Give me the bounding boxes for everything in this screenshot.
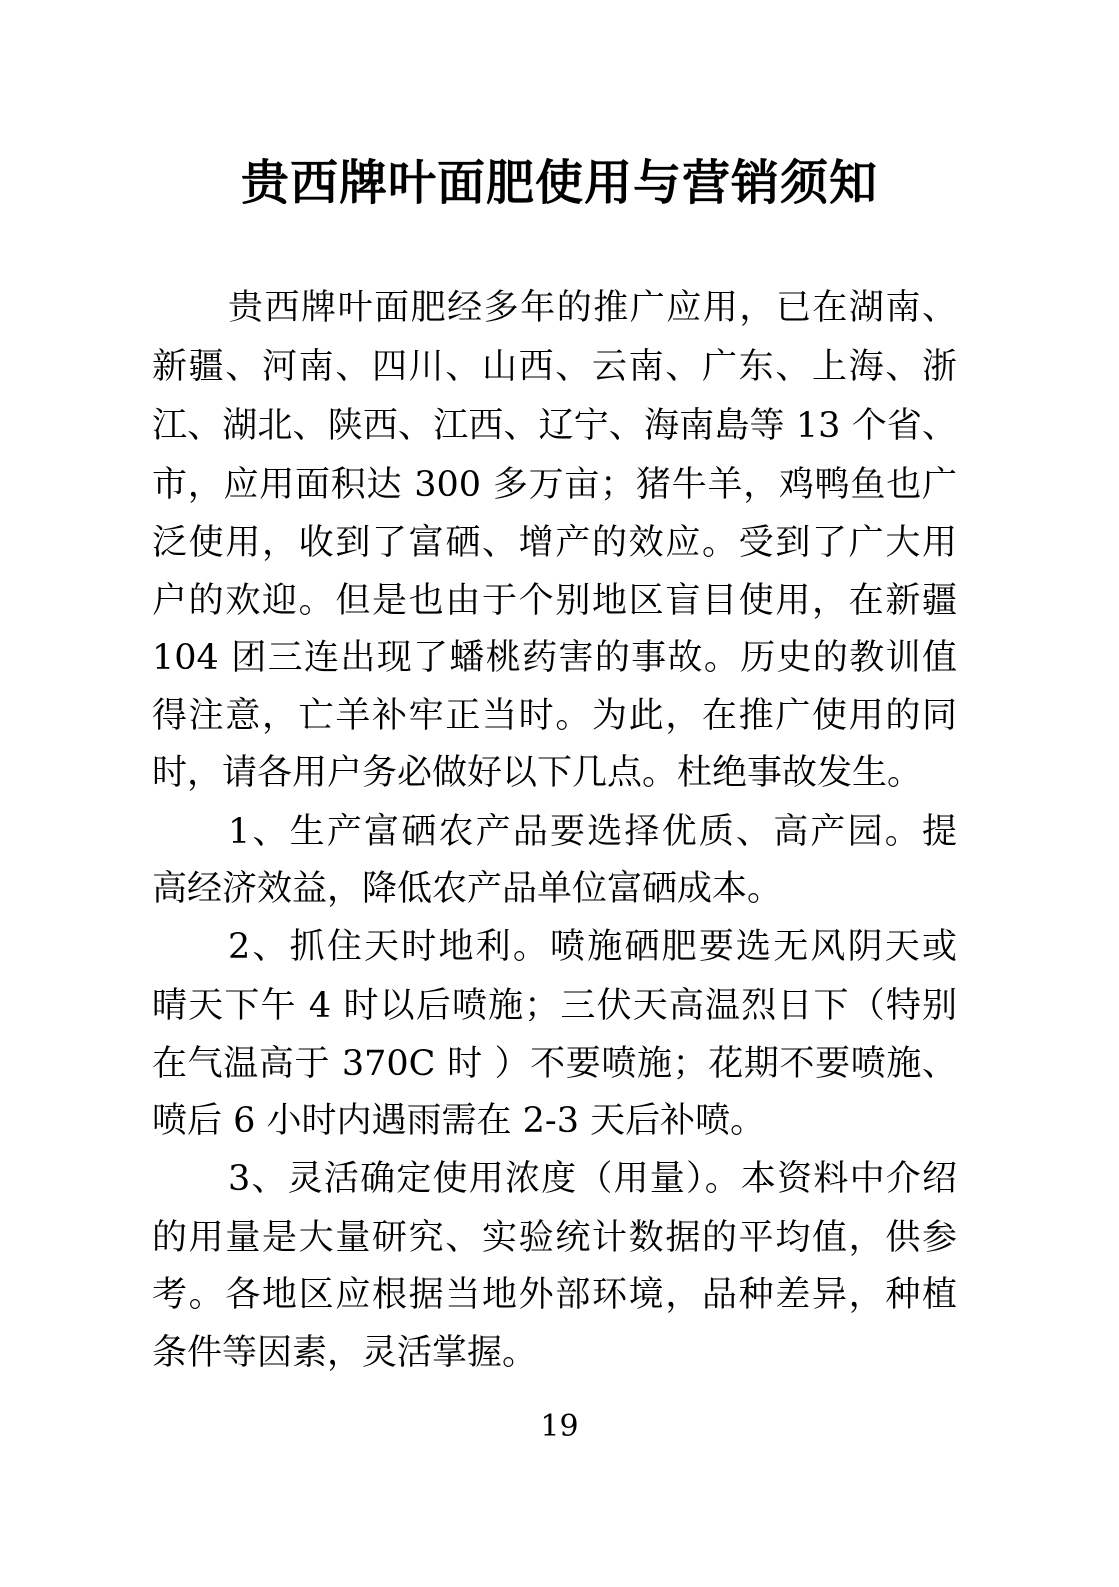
item-3-line-3: 考。各地区应根据当地外部环境，品种差异，种植 — [152, 1275, 957, 1315]
paragraph-intro-line-5: 泛使用，收到了富硒、增产的效应。受到了广大用 — [152, 523, 957, 563]
paragraph-intro-line-8: 得注意，亡羊补牢正当时。为此，在推广使用的同 — [152, 696, 957, 736]
item-3-line-2: 的用量是大量研究、实验统计数据的平均值，供参 — [152, 1218, 957, 1258]
item-2-line-2: 晴天下午 4 时以后喷施；三伏天高温烈日下（特别 — [152, 986, 957, 1026]
item-3-line-4: 条件等因素，灵活掌握。 — [152, 1333, 538, 1373]
item-2-line-3: 在气温高于 370C 时 ）不要喷施；花期不要喷施、 — [152, 1044, 957, 1084]
item-2-line-4: 喷后 6 小时内遇雨需在 2-3 天后补喷。 — [152, 1101, 766, 1141]
item-3-line-1: 3、灵活确定使用浓度（用量）。本资料中介绍 — [228, 1159, 957, 1199]
paragraph-intro-line-1: 贵西牌叶面肥经多年的推广应用，已在湖南、 — [228, 288, 957, 328]
paragraph-intro-line-9: 时，请各用户务必做好以下几点。杜绝事故发生。 — [152, 753, 923, 793]
paragraph-intro-line-6: 户的欢迎。但是也由于个别地区盲目使用，在新疆 — [152, 581, 957, 621]
item-2-line-1: 2、抓住天时地利。喷施硒肥要选无风阴天或 — [228, 927, 957, 967]
page-number: 19 — [540, 1409, 579, 1444]
paragraph-intro-line-3: 江、湖北、陕西、江西、辽宁、海南島等 13 个省、 — [152, 406, 957, 446]
paragraph-intro-line-4: 市，应用面积达 300 多万亩；猪牛羊，鸡鸭鱼也广 — [152, 465, 957, 505]
item-1-line-1: 1、生产富硒农产品要选择优质、高产园。提 — [228, 812, 957, 852]
paragraph-intro-line-2: 新疆、河南、四川、山西、云南、广东、上海、浙 — [152, 347, 957, 387]
document-title: 贵西牌叶面肥使用与营销须知 — [240, 155, 878, 211]
paragraph-intro-line-7: 104 团三连出现了蟠桃药害的事故。历史的教训值 — [152, 638, 957, 678]
item-1-line-2: 高经济效益，降低农产品单位富硒成本。 — [152, 869, 783, 909]
